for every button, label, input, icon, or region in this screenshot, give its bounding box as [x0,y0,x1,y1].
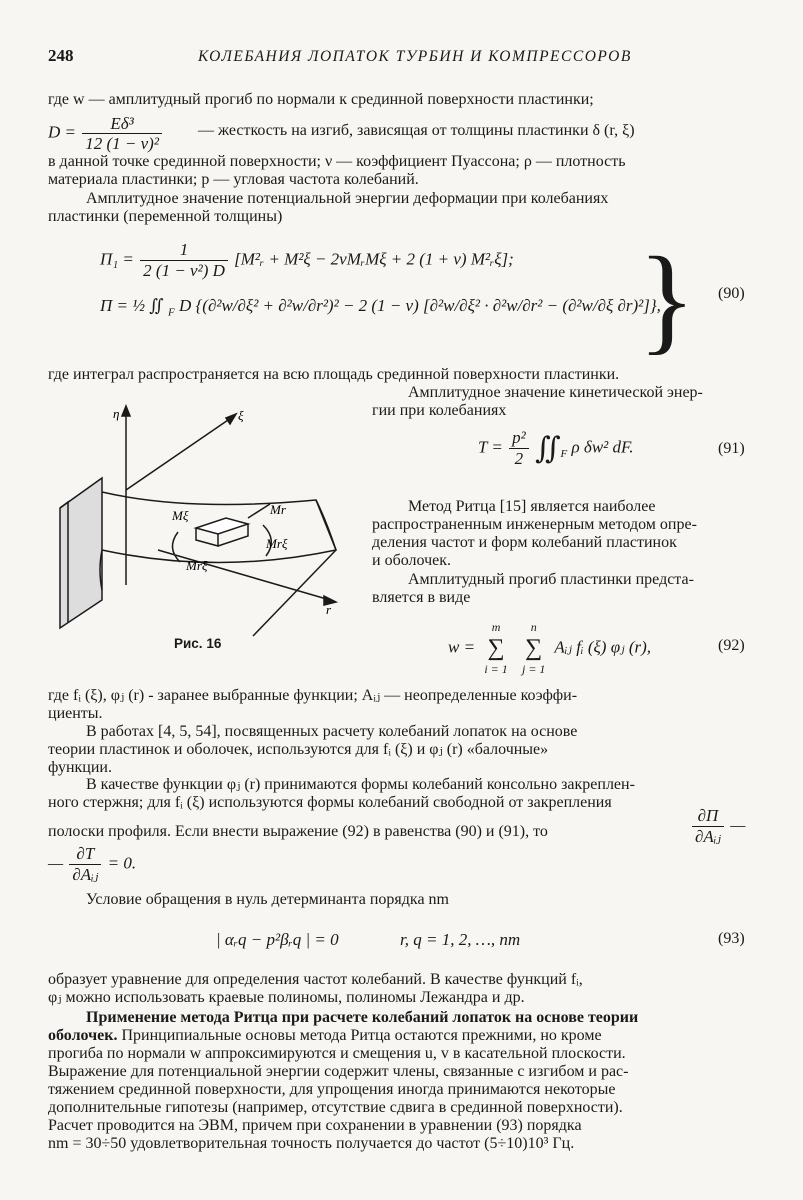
eq92-sum2 [519,620,548,677]
eq92-sum1-top: m [491,620,501,634]
para7-line2: теории пластинок и оболочек, используются для fᵢ (ξ) и φⱼ (r) «балочные» [48,741,549,758]
para9-line1: Условие обращения в нуль детерминанта порядка nm [86,891,449,908]
para3-line3: гии при колебаниях [372,402,507,419]
para11-line3: прогиба по нормали w аппроксимируются и смещения u, v в касательной плоскости. [48,1045,626,1062]
para8-line4-pre: — [48,853,64,873]
para3-line2: Амплитудное значение кинетической энер- [408,384,703,401]
para10-line2: φⱼ можно использовать краевые полиномы, полиномы Лежандра и др. [48,989,525,1006]
eq91-rhs: ρ δw² dF. [571,437,634,457]
dpi-fraction [692,806,724,847]
eq92 [448,620,651,677]
para1-line2: — жесткость на изгиб, зависящая от толщины пластинки δ (r, ξ) [198,122,635,139]
para4-line1: Метод Ритца [15] является наиболее [408,498,656,515]
para8-line4 [48,844,136,885]
eq90-line1 [100,240,514,281]
para7-line1: В работах [4, 5, 54], посвященных расчету колебаний лопаток на основе [86,723,578,740]
eq91-sub: F [560,447,568,460]
eq91-lhs: T = [478,437,503,457]
eq92-number: (92) [718,637,745,654]
para8-frac1 [690,806,745,847]
para11-line4: Выражение для потенциальной энергии содержит члены, связанные с изгибом и рас- [48,1063,629,1080]
para11-line2-rest: Принципиальные основы метода Ритца остаются прежними, но кроме [121,1027,602,1044]
para4-line2: распространенным инженерным методом опре- [372,516,697,533]
eq92-sum1-sigma: ∑ [487,635,505,661]
para4-line4: и оболочек. [372,552,451,569]
figure-caption: Рис. 16 [174,636,222,651]
running-title: КОЛЕБАНИЯ ЛОПАТОК ТУРБИН И КОМПРЕССОРОВ [198,48,632,65]
para10-line1: образует уравнение для определения частот колебаний. В качестве функций fᵢ, [48,971,583,988]
page-number: 248 [48,46,74,65]
para11-line2 [48,1026,750,1045]
para6-line2: циенты. [48,705,103,722]
para8-line2: ного стержня; для fᵢ (ξ) используются формы колебаний свободной от закрепления [48,794,612,811]
para8-line4-post: = 0. [107,853,137,873]
dpi-num: ∂Π [692,806,724,827]
eq91-fraction [509,428,529,469]
eq92-sum1 [481,620,510,677]
eq91-den: 2 [514,449,524,468]
eq92-sum2-sigma: ∑ [525,635,543,661]
running-header [48,46,755,70]
para1-line3: в данной точке срединной поверхности; ν — коэффициент Пуассона; ρ — плотность [48,153,626,170]
dt-num: ∂T [69,844,101,865]
m-rxi-right-label: Mrξ [266,536,288,551]
eq92-sum2-bot: j = 1 [522,662,546,676]
xi-label: ξ [238,408,244,423]
para2-line1: Амплитудное значение потенциальной энергии деформации при колебаниях [86,190,609,207]
eq90-line2-sub: F [167,306,175,319]
dpi-den: ∂Aᵢⱼ [695,827,721,846]
eq92-sum1-bot: i = 1 [484,662,508,676]
eq90-line1-den: 2 (1 − ν²) D [143,261,225,280]
para5-line1: Амплитудный прогиб пластинки предста- [408,571,694,588]
para8-line1: В качестве функции φⱼ (r) принимаются формы колебаний консольно закреплен- [86,776,635,793]
para1-line1: где w — амплитудный прогиб по нормали к срединной поверхности пластинки; [48,91,594,108]
eq92-sum2-top: n [530,620,537,634]
m-rxi-left-label: Mrξ [186,558,208,573]
para1-line4: материала пластинки; p — угловая частота колебаний. [48,171,419,188]
eq90-line2-rhs: D {(∂²w/∂ξ² + ∂²w/∂r²)² − 2 (1 − ν) [∂²w/∂ξ² · ∂²w/∂r² − (∂²w/∂ξ ∂r)²]}, [178,296,661,315]
para11-line8: nm = 30÷50 удовлетворительная точность получается до частот (5÷10)10³ Гц. [48,1135,575,1152]
r-label: r [326,602,332,617]
eq90-line1-lhs: Π₁ = [100,249,134,269]
figure-16 [48,400,368,640]
stiffness-den: 12 (1 − ν)² [85,134,159,153]
para8-dash: — [730,815,746,835]
eq93-number: (93) [718,930,745,947]
para11-bold-lead: Применение метода Ритца при расчете колебаний лопаток на основе теории [86,1009,639,1026]
stiffness-label: D = [48,122,76,142]
para11-line6: дополнительные гипотезы (например, отсутствие сдвига в срединной поверхности). [48,1099,623,1116]
m-xi-label: Mξ [172,508,189,523]
eq90-line1-num: 1 [140,240,228,261]
dt-fraction [69,844,101,885]
eq91-number: (91) [718,440,745,457]
stiffness-num: Eδ³ [82,114,162,134]
eq91-integral: ∬ [534,432,561,465]
eq93-lhs: | αᵣq − p²βᵣq | = 0 [216,930,339,949]
dt-den: ∂Aᵢⱼ [72,865,99,884]
eq91-num: p² [509,428,529,449]
para3-line1: где интеграл распространяется на всю площадь срединной поверхности пластинки. [48,366,620,383]
para11-line5: тяжением срединной поверхности, для упрощения иногда принимаются некоторые [48,1081,616,1098]
m-r-label: Mr [270,502,286,517]
eq90-brace: } [638,232,696,365]
para6-line1: где fᵢ (ξ), φⱼ (r) - заранее выбранные функции; Aᵢⱼ — неопределенные коэффи- [48,687,578,704]
para11-line7: Расчет проводится на ЭВМ, причем при сохранении в уравнении (93) порядка [48,1117,582,1134]
para11-bold-lead2: оболочек. [48,1027,118,1044]
eq90-number: (90) [718,285,745,302]
stiffness-formula [48,114,164,153]
eq92-rhs: Aᵢⱼ fᵢ (ξ) φⱼ (r), [554,637,652,657]
para2-line2: пластинки (переменной толщины) [48,208,283,225]
eq90-line1-rhs: [M²ᵣ + M²ξ − 2νMᵣMξ + 2 (1 + ν) M²ᵣξ]; [234,249,514,269]
eq91 [478,428,633,469]
para7-line3: функции. [48,759,112,776]
para8-line3: полоски профиля. Если внести выражение (92) в равенства (90) и (91), то [48,823,548,840]
eq90-line2 [100,296,661,318]
para4-line3: деления частот и форм колебаний пластинок [372,534,677,551]
eq93-cond: r, q = 1, 2, …, nm [400,930,521,949]
eq92-lhs: w = [448,637,476,657]
para5-line2: вляется в виде [372,589,471,606]
eq90-line2-lhs: Π = ½ ∬ [100,296,164,315]
stiffness-fraction [82,114,162,153]
eq90-line1-fraction [140,240,228,281]
plate-diagram [48,400,368,640]
eta-label: η [113,406,120,421]
